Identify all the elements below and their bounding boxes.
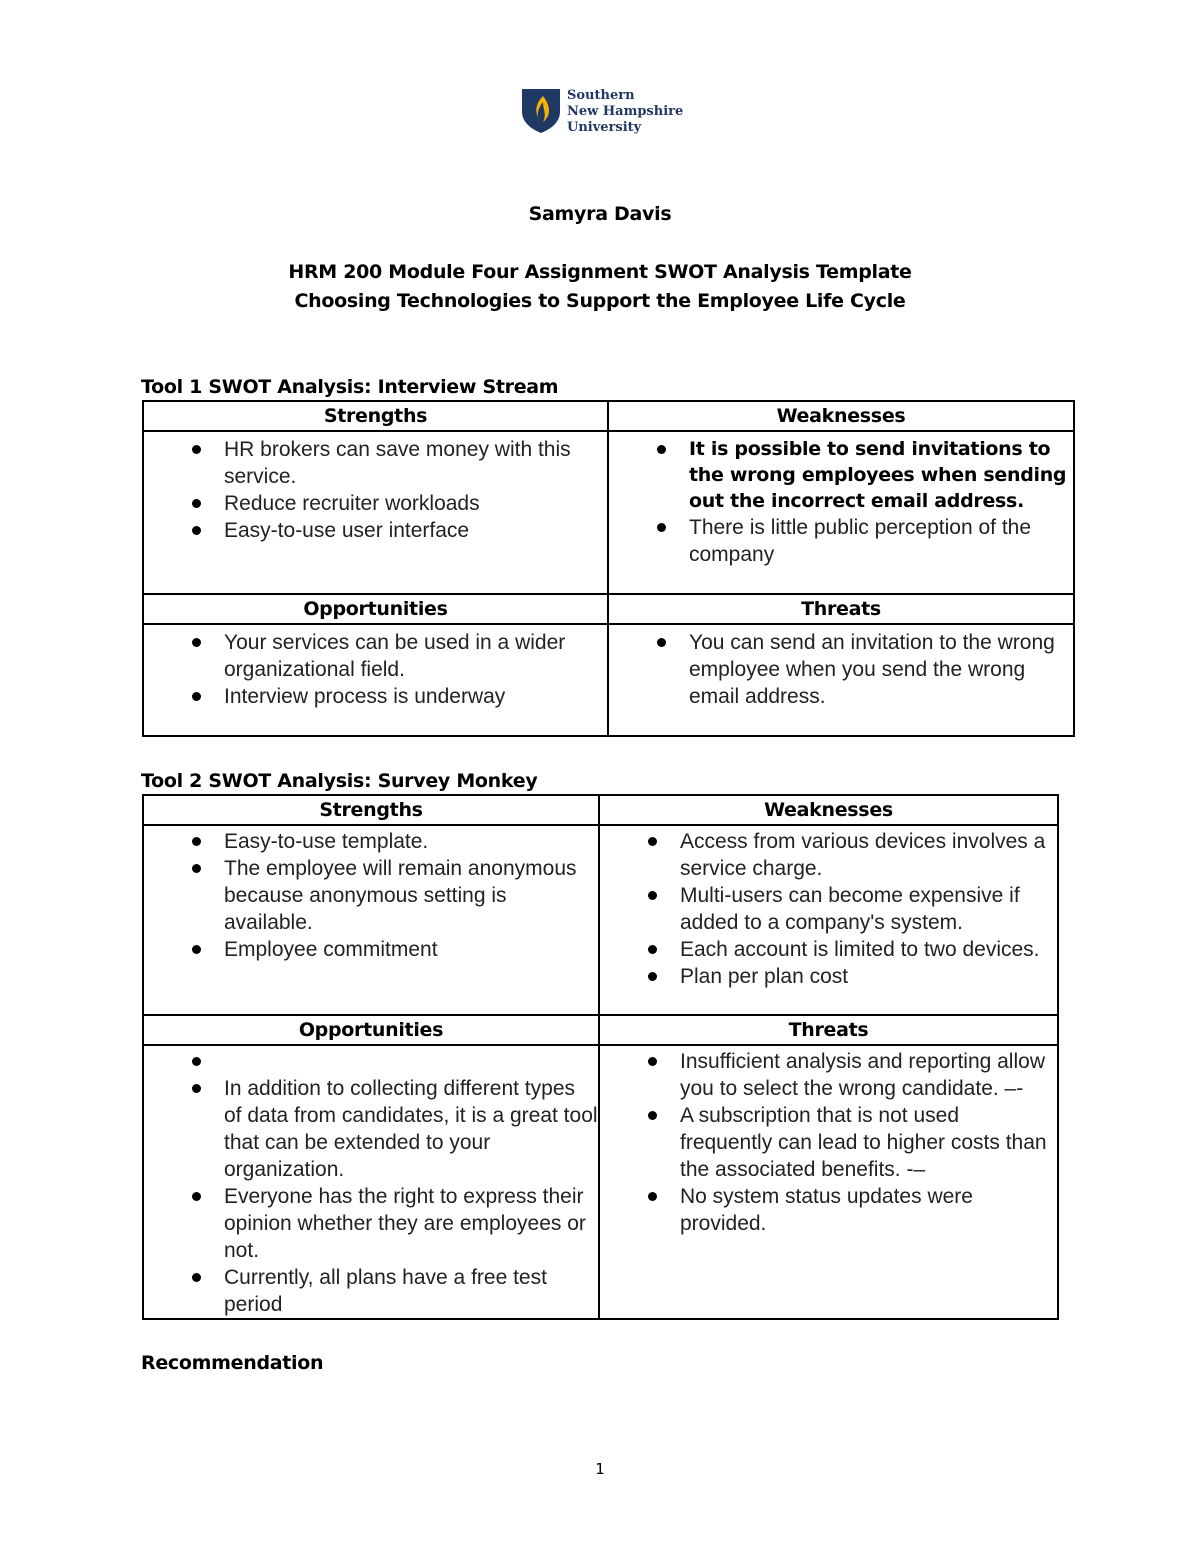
tool1-opportunities-header: Opportunities	[143, 594, 608, 624]
list-item: A subscription that is not used frequently can lead to higher costs than the associated benefits. -–	[680, 1102, 1057, 1183]
tool2-heading: Tool 2 SWOT Analysis: Survey Monkey	[141, 770, 538, 792]
list-item: Access from various devices involves a service charge.	[680, 828, 1057, 882]
list-item: Interview process is underway	[224, 683, 607, 710]
tool1-heading: Tool 1 SWOT Analysis: Interview Stream	[141, 376, 559, 398]
tool2-swot-table	[142, 794, 1059, 1320]
tool1-swot-table	[142, 400, 1075, 737]
tool1-weaknesses-cell	[608, 431, 1074, 594]
tool1-opportunities-cell	[143, 624, 608, 736]
list-item: There is little public perception of the company	[689, 514, 1073, 568]
document-subtitle: Choosing Technologies to Support the Employee Life Cycle	[294, 290, 906, 312]
list-item	[224, 1048, 598, 1075]
tool2-weaknesses-header: Weaknesses	[599, 795, 1058, 825]
list-item: Multi-users can become expensive if added to a company's system.	[680, 882, 1057, 936]
list-item: No system status updates were provided.	[680, 1183, 1057, 1237]
tool1-weaknesses-header: Weaknesses	[608, 401, 1074, 431]
list-item: HR brokers can save money with this service.	[224, 436, 607, 490]
list-item: You can send an invitation to the wrong employee when you send the wrong email address.	[689, 629, 1073, 710]
tool2-opportunities-cell	[143, 1045, 599, 1319]
document-title: HRM 200 Module Four Assignment SWOT Analysis Template	[288, 261, 912, 283]
tool2-opportunities-header: Opportunities	[143, 1015, 599, 1045]
tool1-threats-header: Threats	[608, 594, 1074, 624]
list-item: Plan per plan cost	[680, 963, 1057, 990]
logo-wordmark: Southern New Hampshire University	[567, 88, 684, 135]
tool2-strengths-cell	[143, 825, 599, 1015]
list-item: Easy-to-use user interface	[224, 517, 607, 544]
list-item: The employee will remain anonymous because anonymous setting is available.	[224, 855, 598, 936]
tool2-threats-header: Threats	[599, 1015, 1058, 1045]
list-item: It is possible to send invitations to the wrong employees when sending out the incorrect email address.	[689, 436, 1073, 514]
shield-icon	[521, 88, 561, 134]
list-item: Reduce recruiter workloads	[224, 490, 607, 517]
tool1-strengths-cell	[143, 431, 608, 594]
list-item: Everyone has the right to express their opinion whether they are employees or not.	[224, 1183, 598, 1264]
tool1-strengths-header: Strengths	[143, 401, 608, 431]
tool1-threats-cell	[608, 624, 1074, 736]
university-logo	[521, 88, 691, 136]
tool2-weaknesses-cell	[599, 825, 1058, 1015]
recommendation-heading: Recommendation	[141, 1352, 324, 1374]
tool2-strengths-header: Strengths	[143, 795, 599, 825]
list-item: Insufficient analysis and reporting allow you to select the wrong candidate. –-	[680, 1048, 1057, 1102]
list-item: Each account is limited to two devices.	[680, 936, 1057, 963]
list-item: In addition to collecting different types of data from candidates, it is a great tool that can be extended to your organization.	[224, 1077, 598, 1181]
tool2-threats-cell	[599, 1045, 1058, 1319]
list-item: Currently, all plans have a free test period	[224, 1264, 598, 1318]
list-item: Easy-to-use template.	[224, 828, 598, 855]
author-name: Samyra Davis	[528, 203, 672, 225]
list-item: Your services can be used in a wider organizational field.	[224, 629, 607, 683]
list-item: Employee commitment	[224, 936, 598, 963]
page-number: 1	[595, 1460, 605, 1478]
